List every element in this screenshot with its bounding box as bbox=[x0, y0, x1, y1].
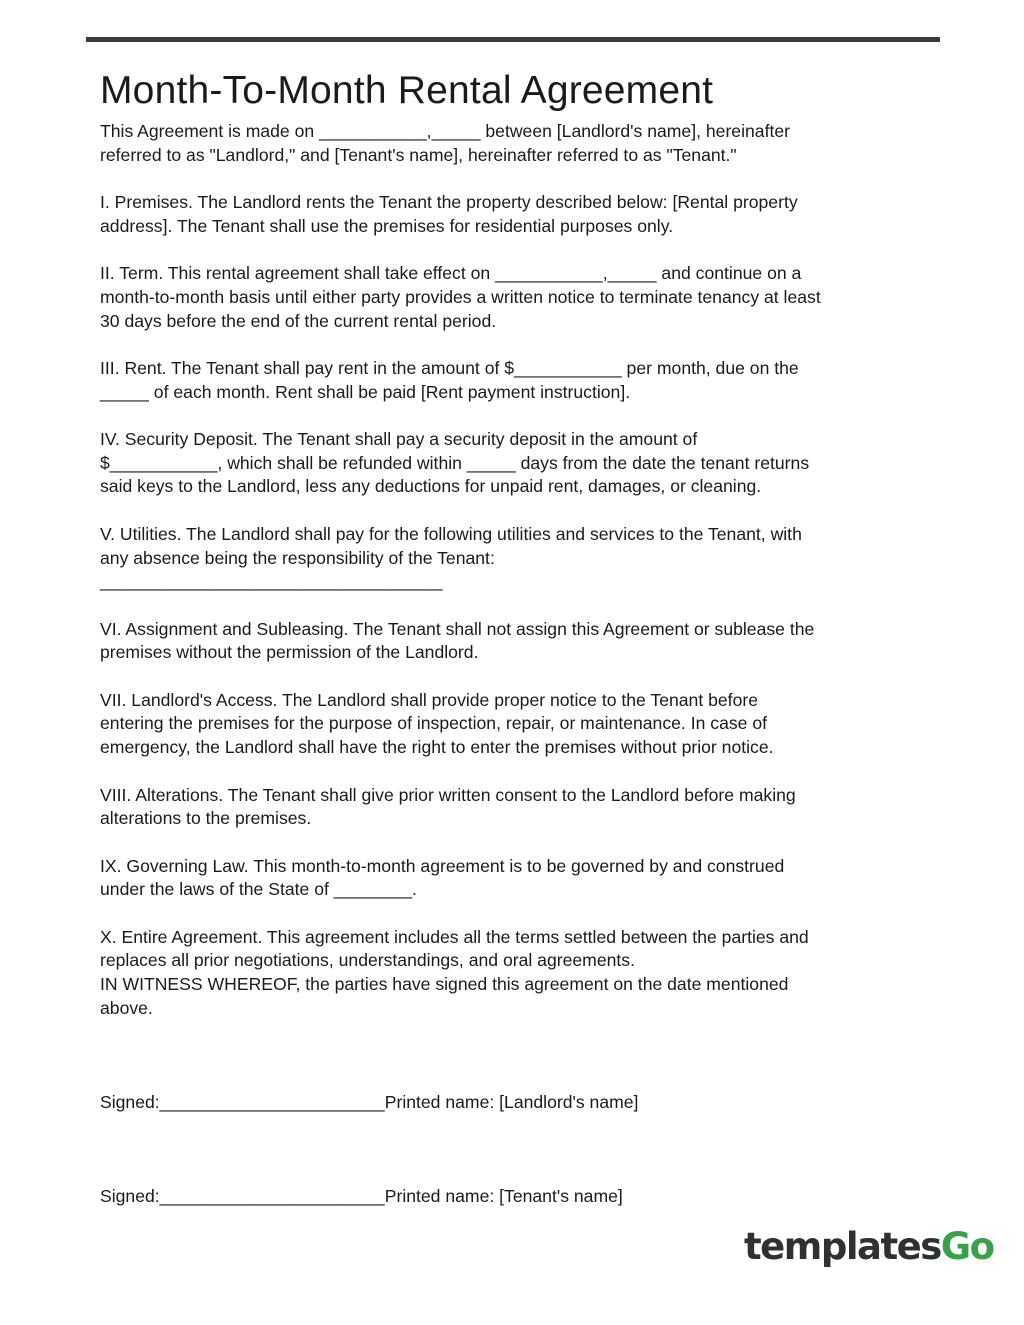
section-utilities: V. Utilities. The Landlord shall pay for the following utilities and services to the Tenant, with any absence being the responsibility of the Tenant: ___________________________________ bbox=[100, 523, 802, 592]
tenant-signature-line: Signed:_______________________Printed name: [Tenant's name] bbox=[100, 1186, 623, 1206]
section-premises: I. Premises. The Landlord rents the Tenant the property described below: [Rental property address]. The Tenant shall use the premises for residential purposes only. bbox=[100, 192, 798, 236]
landlord-signature-line: Signed:_______________________Printed name: [Landlord's name] bbox=[100, 1092, 639, 1112]
section-entire-agreement: X. Entire Agreement. This agreement includes all the terms settled between the parties and replaces all prior negotiations, understandings, and oral agreements. bbox=[100, 926, 809, 971]
section-rent: III. Rent. The Tenant shall pay rent in the amount of $___________ per month, due on the _____ of each month. Rent shall be paid [Rent payment instruction]. bbox=[100, 357, 799, 402]
section-alterations: VIII. Alterations. The Tenant shall give prior written consent to the Landlord before making alterations to the premises. bbox=[100, 784, 796, 829]
document-title: Month-To-Month Rental Agreement bbox=[100, 69, 714, 112]
logo-text-templates: templates bbox=[744, 1225, 941, 1268]
section-assignment-subleasing: VI. Assignment and Subleasing. The Tenant shall not assign this Agreement or sublease the premises without the permission of the Landlord. bbox=[100, 618, 815, 663]
agreement-body bbox=[100, 62, 930, 1044]
section-security-deposit: IV. Security Deposit. The Tenant shall pay a security deposit in the amount of $___________, which shall be refunded within _____ days from the date the tenant returns said keys to the Landlord, less any deductions for unpaid rent, damages, or cleaning. bbox=[100, 429, 810, 497]
section-governing-law: IX. Governing Law. This month-to-month agreement is to be governed by and construed under the laws of the State of ________. bbox=[100, 855, 785, 900]
witness-statement: IN WITNESS WHEREOF, the parties have signed this agreement on the date mentioned above. bbox=[100, 974, 789, 1018]
logo-text-go: Go bbox=[940, 1225, 994, 1268]
templatesgo-logo bbox=[744, 1222, 994, 1272]
top-divider bbox=[86, 37, 940, 42]
section-term: II. Term. This rental agreement shall take effect on ___________,_____ and continue on a month-to-month basis until either party provides a written notice to terminate tenancy at least 30 days before the end of the current rental period. bbox=[100, 263, 821, 331]
intro-paragraph: This Agreement is made on ___________,_____ between [Landlord's name], hereinafter referred to as "Landlord," and [Tenant's name], hereinafter referred to as "Tenant." bbox=[100, 121, 790, 165]
section-landlord-access: VII. Landlord's Access. The Landlord shall provide proper notice to the Tenant before entering the premises for the purpose of inspection, repair, or maintenance. In case of emergency, the Landlord shall have the right to enter the premises without prior notice. bbox=[100, 689, 774, 758]
